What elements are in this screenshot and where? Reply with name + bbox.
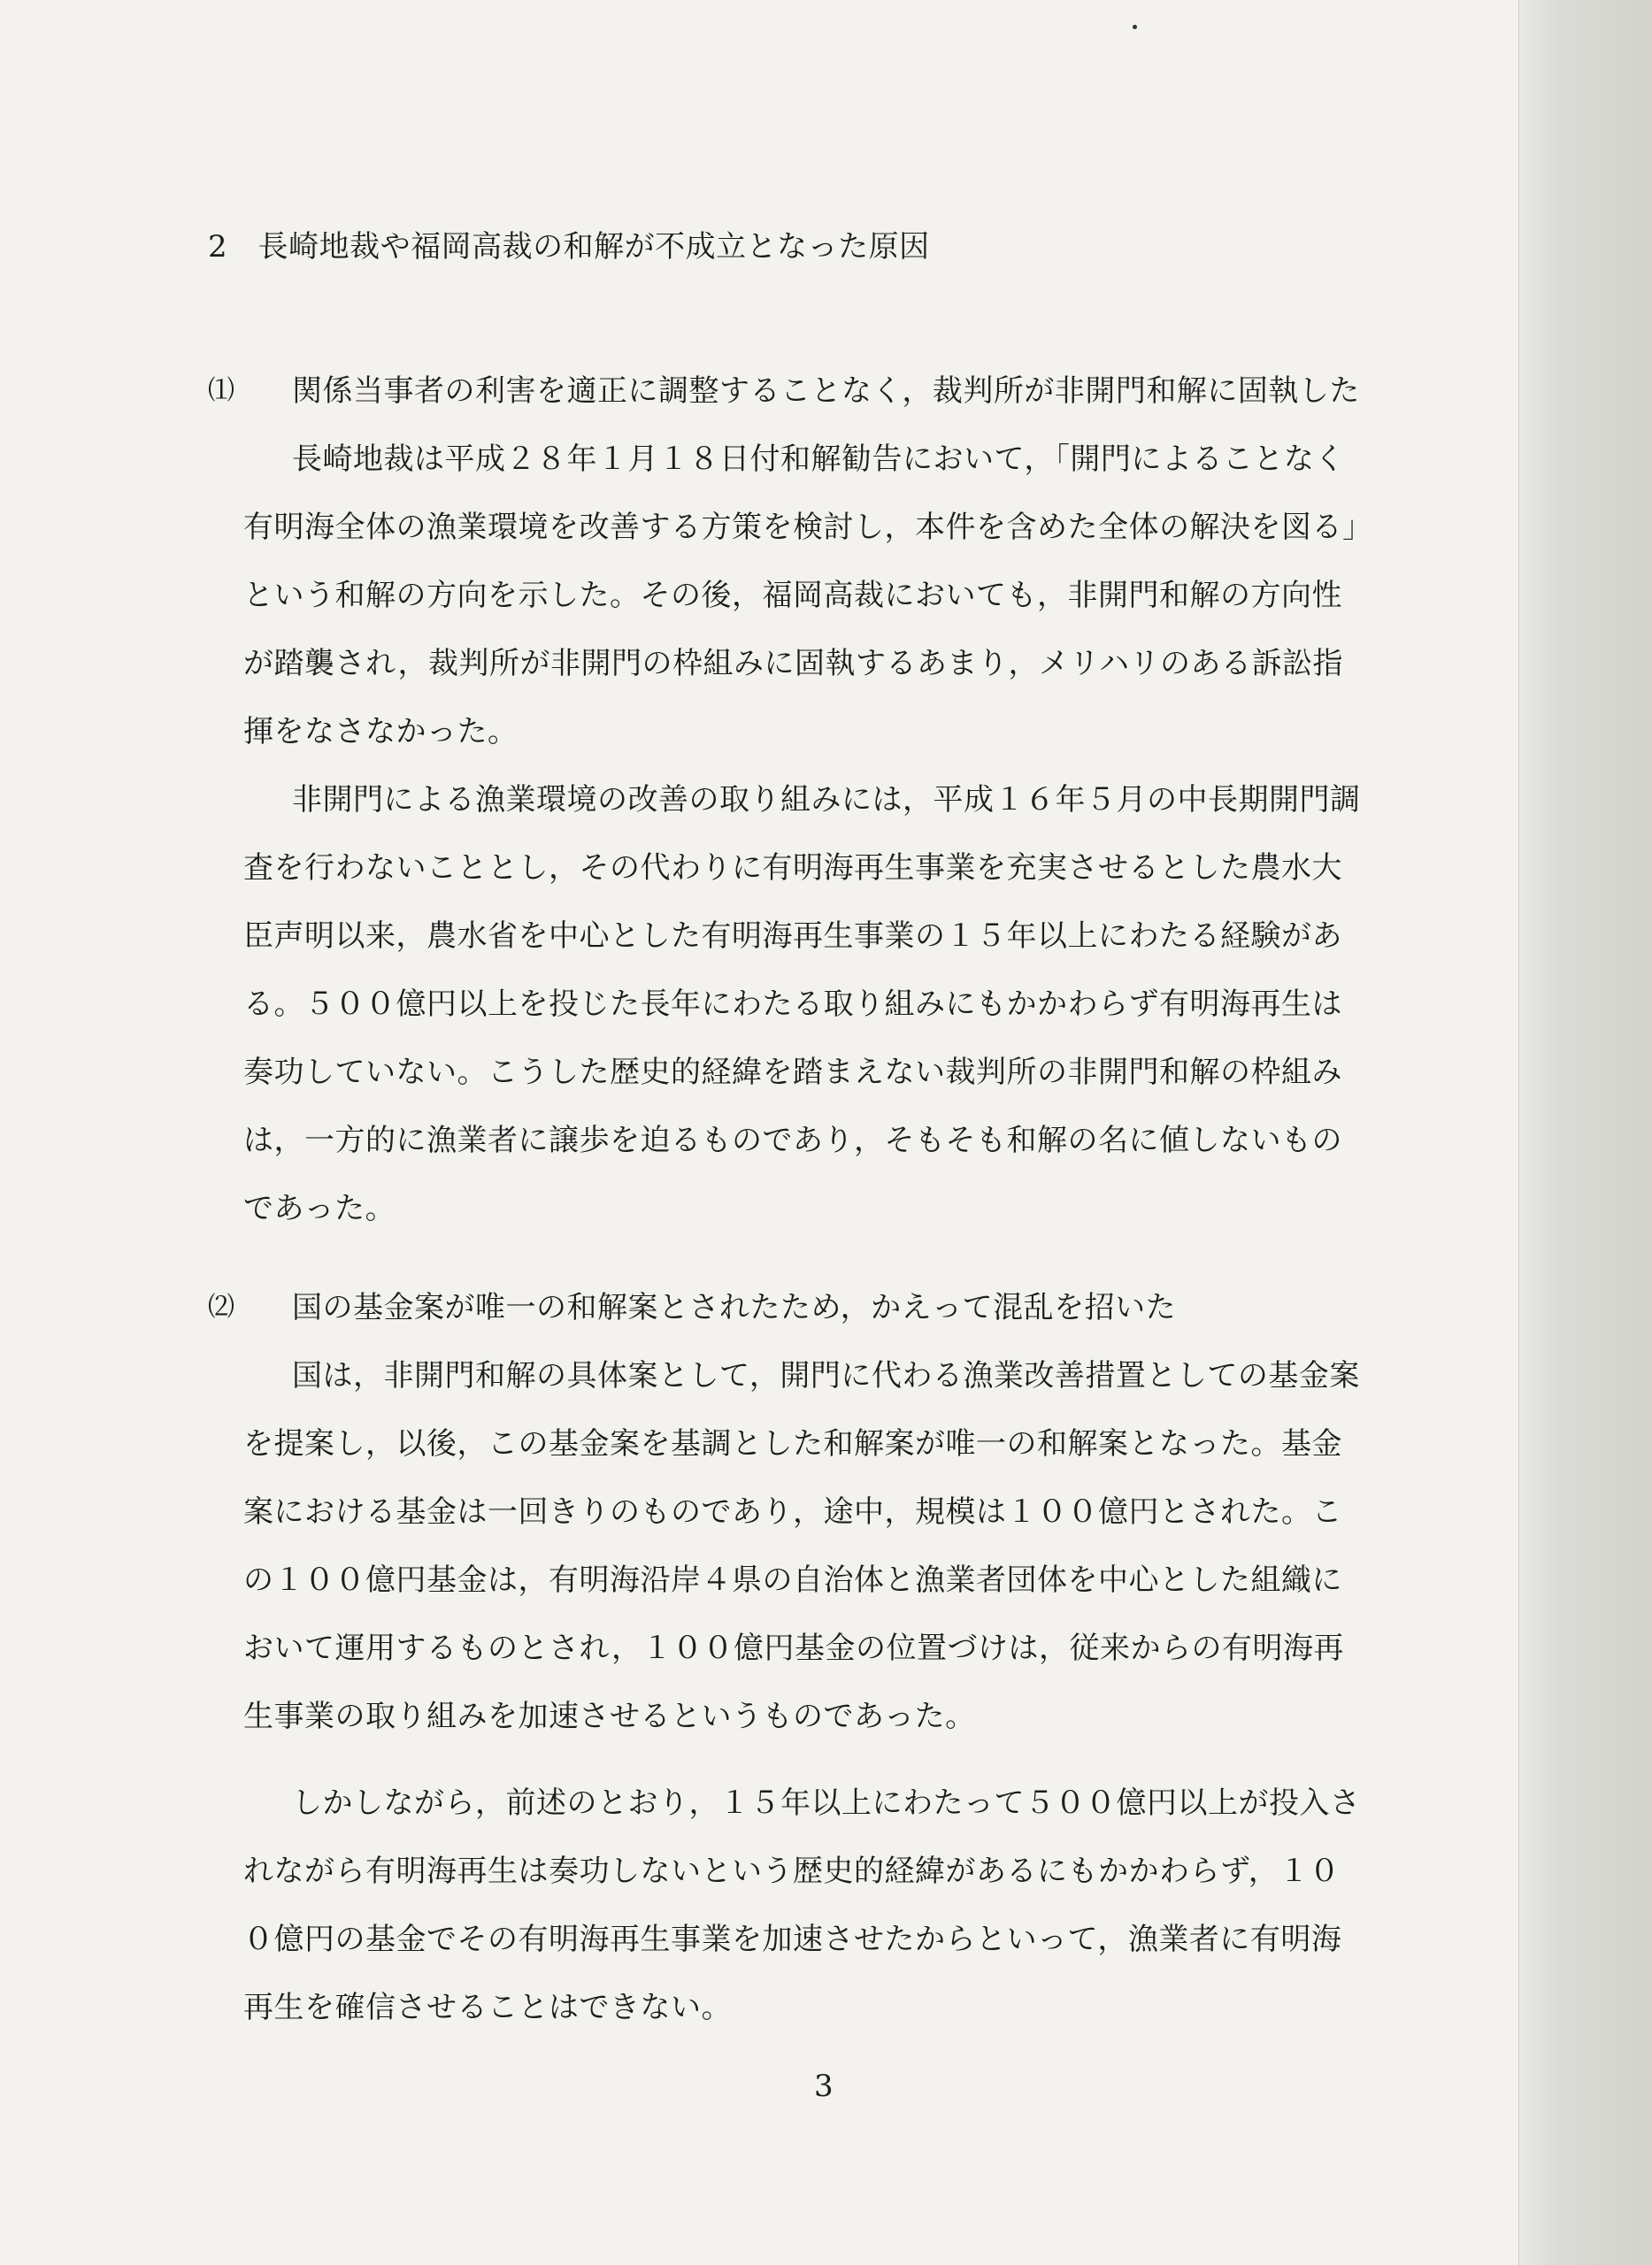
paragraph-line: 査を行わないこととし，その代わりに有明海再生事業を充実させるとした農水大 <box>243 850 1342 886</box>
paragraph-line: 非開門による漁業環境の改善の取り組みには，平成１６年５月の中長期開門調 <box>292 782 1361 818</box>
page-edge-shadow <box>1518 0 1652 2265</box>
paragraph-line: れながら有明海再生は奏功しないという歴史的経緯があるにもかかわらず，１０ <box>243 1854 1341 1889</box>
paragraph-line: しかしながら，前述のとおり，１５年以上にわたって５００億円以上が投入さ <box>292 1785 1361 1821</box>
paragraph-line: 国は，非開門和解の具体案として，開門に代わる漁業改善措置としての基金案 <box>292 1358 1360 1394</box>
page-number: 3 <box>814 2069 834 2104</box>
paragraph-line: 揮をなさなかった。 <box>243 714 519 749</box>
scan-speck <box>1133 25 1137 29</box>
paragraph-line: という和解の方向を示した。その後，福岡高裁においても，非開門和解の方向性 <box>243 578 1342 613</box>
section-heading: 2 長崎地裁や福岡高裁の和解が不成立となった原因 <box>208 229 930 265</box>
paragraph-line: の１００億円基金は，有明海沿岸４県の自治体と漁業者団体を中心とした組織に <box>243 1562 1342 1598</box>
paragraph-line: おいて運用するものとされ，１００億円基金の位置づけは，従来からの有明海再 <box>243 1631 1345 1666</box>
paragraph-line: を提案し，以後，この基金案を基調とした和解案が唯一の和解案となった。基金 <box>243 1426 1342 1462</box>
paragraph-line: 臣声明以来，農水省を中心とした有明海再生事業の１５年以上にわたる経験があ <box>243 918 1342 954</box>
paragraph-line: 生事業の取り組みを加速させるというものであった。 <box>243 1699 976 1734</box>
paragraph-line: 長崎地裁は平成２８年１月１８日付和解勧告において，「開門によることなく <box>292 441 1345 477</box>
paragraph-line: 奏功していない。こうした歴史的経緯を踏まえない裁判所の非開門和解の枠組み <box>243 1055 1342 1090</box>
paragraph-line: であった。 <box>243 1191 396 1226</box>
subsection-1-title: 関係当事者の利害を適正に調整することなく，裁判所が非開門和解に固執した <box>292 373 1360 409</box>
paragraph-line: は，一方的に漁業者に譲歩を迫るものであり，そもそも和解の名に値しないもの <box>243 1123 1342 1158</box>
paragraph-line: が踏襲され，裁判所が非開門の枠組みに固執するあまり，メリハリのある訴訟指 <box>243 646 1344 681</box>
subsection-1-number: ⑴ <box>208 375 234 406</box>
paragraph-line: 再生を確信させることはできない。 <box>243 1990 732 2025</box>
paragraph-line: 案における基金は一回きりのものであり，途中，規模は１００億円とされた。こ <box>243 1494 1342 1530</box>
subsection-2-number: ⑵ <box>208 1292 234 1323</box>
subsection-2-title: 国の基金案が唯一の和解案とされたため，かえって混乱を招いた <box>292 1290 1177 1325</box>
paragraph-line: る。５００億円以上を投じた長年にわたる取り組みにもかかわらず有明海再生は <box>243 987 1342 1022</box>
paragraph-line: ０億円の基金でその有明海再生事業を加速させたからといって，漁業者に有明海 <box>243 1922 1342 1957</box>
paragraph-line: 有明海全体の漁業環境を改善する方策を検討し，本件を含めた全体の解決を図る」 <box>243 510 1373 545</box>
